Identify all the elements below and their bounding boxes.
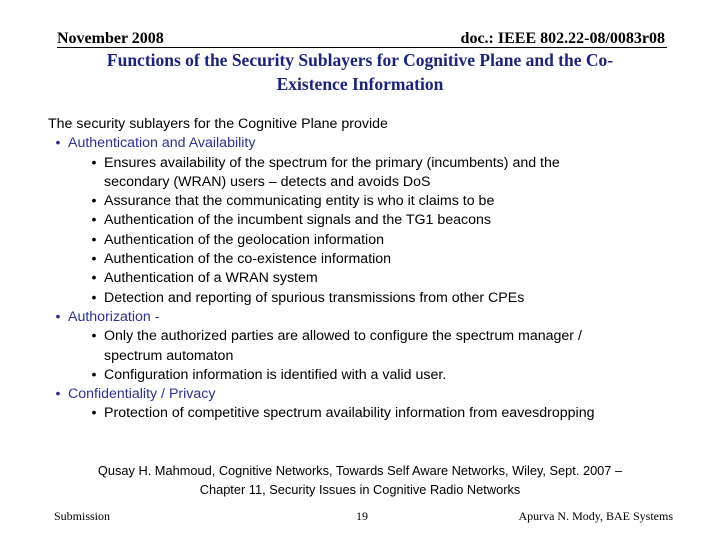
bullet: • [91, 270, 97, 287]
slide-title-line-2: Existence Information [276, 74, 444, 94]
bullet: • [55, 308, 61, 325]
bullet: • [55, 386, 61, 403]
list-item-text: Configuration information is identified with a valid user. [104, 366, 447, 383]
citation [40, 461, 680, 499]
list-item-text: Detection and reporting of spurious transmissions from other CPEs [104, 289, 525, 306]
list-item-continuation: secondary (WRAN) users – detects and avoids DoS [104, 173, 431, 190]
list-item [48, 327, 700, 346]
bullet: • [91, 328, 97, 345]
section-authorization [48, 308, 700, 327]
bullet: • [91, 289, 97, 306]
bullet: • [91, 405, 97, 422]
list-item [48, 269, 700, 288]
section-heading: Authorization - [68, 308, 160, 325]
bullet: • [91, 154, 97, 171]
section-confidentiality-privacy [48, 385, 700, 404]
list-item-text: Assurance that the communicating entity is who it claims to be [104, 193, 495, 210]
list-item [48, 250, 700, 269]
footer-submission: Submission [54, 509, 111, 523]
list-item-text: Authentication of the incumbent signals and the TG1 beacons [104, 212, 491, 229]
list-item-text: Authentication of a WRAN system [104, 270, 318, 287]
bullet: • [91, 251, 97, 268]
list-item [48, 211, 700, 230]
slide-title [40, 48, 680, 96]
list-item-text: Protection of competitive spectrum availability information from eavesdropping [104, 405, 595, 422]
list-item-text: Authentication of the co-existence information [104, 251, 392, 268]
intro-text: The security sublayers for the Cognitive Plane provide [48, 116, 388, 132]
list-item-text: Only the authorized parties are allowed to configure the spectrum manager / [104, 328, 582, 345]
citation-line-1: Qusay H. Mahmoud, Cognitive Networks, Towards Self Aware Networks, Wiley, Sept. 2007 – [97, 463, 623, 478]
header-doc-id: doc.: IEEE 802.22-08/0083r08 [460, 30, 665, 47]
bullet: • [55, 135, 61, 152]
bullet: • [91, 193, 97, 210]
list-item [48, 192, 700, 211]
list-item [48, 154, 700, 173]
list-item-text: Authentication of the geolocation information [104, 231, 384, 248]
footer-page-number: 19 [356, 509, 368, 523]
list-item [48, 366, 700, 385]
header-date: November 2008 [57, 30, 164, 47]
section-authentication-availability [48, 134, 700, 153]
footer-author: Apurva N. Mody, BAE Systems [518, 509, 673, 523]
slide-title-line-1: Functions of the Security Sublayers for Cognitive Plane and the Co- [106, 50, 614, 70]
section-heading: Authentication and Availability [68, 135, 256, 152]
list-item [48, 404, 700, 423]
list-item-continuation: spectrum automaton [104, 347, 234, 364]
list-item [48, 289, 700, 308]
bullet: • [91, 366, 97, 383]
list-item-text: Ensures availability of the spectrum for the primary (incumbents) and the [104, 154, 560, 171]
section-heading: Confidentiality / Privacy [68, 386, 216, 403]
list-item [48, 231, 700, 250]
bullet: • [91, 231, 97, 248]
bullet: • [91, 212, 97, 229]
slide-body [48, 115, 700, 424]
citation-line-2: Chapter 11, Security Issues in Cognitive Radio Networks [199, 482, 521, 497]
